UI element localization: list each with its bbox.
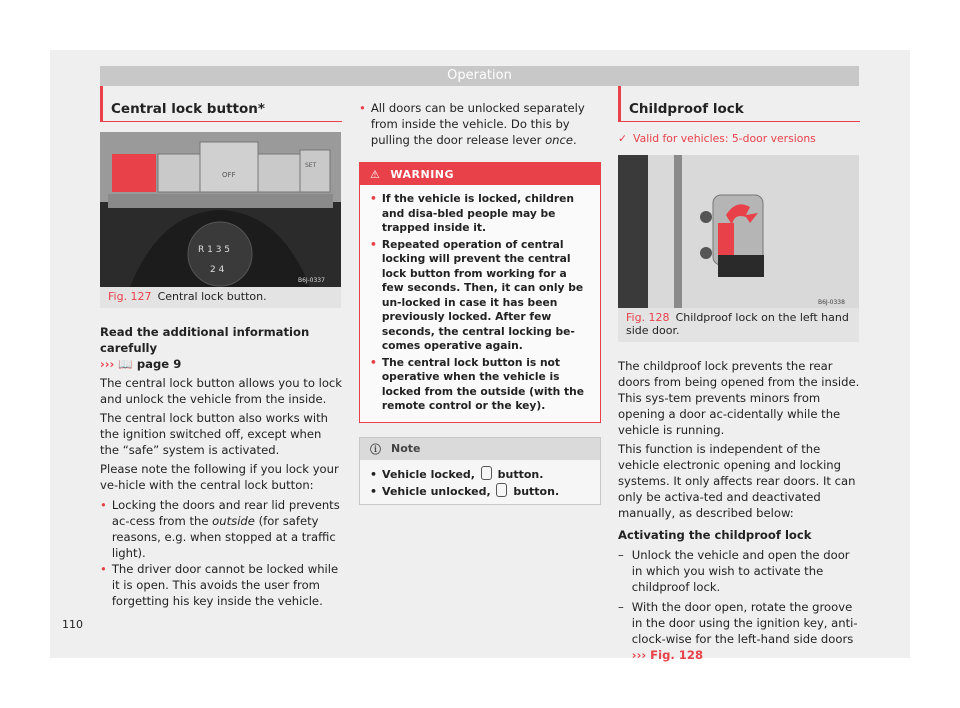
info-icon: ⓘ — [370, 442, 381, 456]
warning-item: • The central lock button is not operative when the vehicle is locked from the outside (with the remote control or the key). — [370, 355, 584, 412]
figure-caption — [618, 308, 859, 342]
note-item: • Vehicle locked, button. — [370, 467, 544, 481]
image-code: B6J-0337 — [298, 277, 325, 284]
paragraph: The central lock button allows you to lock and unlock the vehicle from the inside. — [100, 376, 343, 406]
step-item: – Unlock the vehicle and open the door in which you wish to activate the childproof lock. — [618, 548, 850, 594]
note-title: Note — [391, 442, 421, 455]
figure-number: Fig. 127 — [108, 290, 152, 303]
list-item: • Locking the doors and rear lid prevents ac-cess from the outside (for safety reasons, e.g. when stopped at a traffic light). — [100, 498, 340, 560]
warning-box — [359, 162, 601, 423]
list-item: • The driver door cannot be locked while it is open. This avoids the user from forgetting his key inside the vehicle. — [100, 562, 339, 608]
title-rule — [100, 121, 342, 122]
check-icon: ✓ — [618, 132, 628, 145]
step-item: – With the door open, rotate the groove in the door using the ignition key, anti-clock-wise for the left-hand side doors ››› Fig. 128 — [618, 600, 858, 662]
paragraph: The childproof lock prevents the rear doors from being opened from the inside. This sys-tem prevents minors from opening a door ac-cidentally while the vehicle is running. — [618, 359, 860, 437]
caption-text: Childproof lock on the left hand side door. — [626, 311, 849, 337]
caption-text: Central lock button. — [157, 290, 267, 303]
paragraph: The central lock button also works with the ignition switched off, except when the “safe” system is activated. — [100, 411, 328, 457]
warning-icon: ⚠ — [370, 167, 381, 181]
title-rule — [618, 121, 860, 122]
figure-128 — [618, 155, 859, 342]
validity-note: ✓ Valid for vehicles: 5-door versions — [618, 132, 816, 145]
console-set-label: SET — [305, 162, 317, 169]
read-more-ref[interactable]: ››› 📖 page 9 — [100, 357, 182, 371]
console-off-label: OFF — [222, 171, 236, 179]
figure-link[interactable]: ››› Fig. 128 — [631, 648, 704, 662]
central-lock-console-image — [100, 132, 341, 287]
section-title: Central lock button* — [100, 86, 342, 121]
note-header — [360, 438, 600, 460]
note-item: • Vehicle unlocked, button. — [370, 484, 560, 498]
column-middle — [359, 100, 601, 505]
image-code: B6J-0338 — [818, 299, 845, 306]
column-right — [618, 86, 860, 663]
gear-pattern-bottom: 2 4 — [210, 265, 225, 275]
paragraph: This function is independent of the vehicle electronic opening and locking systems. It only affects rear doors. It can only be activa-ted and deactivated manually, as described below: — [618, 442, 856, 520]
warning-item: • Repeated operation of central locking will prevent the central lock button from working for a few seconds. Then, it can only be un-locked in case it has been previously locked. After few seconds, the central locking be-comes operative again. — [370, 237, 584, 352]
warning-item: • If the vehicle is locked, children and disa-bled people may be trapped inside it. — [370, 192, 574, 234]
figure-127 — [100, 132, 341, 308]
page-number: 110 — [62, 618, 83, 631]
section-title: Childproof lock — [618, 86, 860, 121]
section-header: Operation — [100, 66, 859, 86]
warning-title: WARNING — [390, 167, 455, 181]
note-box — [359, 437, 601, 505]
figure-caption — [100, 287, 341, 308]
read-more-heading: Read the additional information carefully — [100, 325, 310, 355]
sub-heading: Activating the childproof lock — [618, 528, 812, 542]
warning-body — [360, 185, 600, 422]
childproof-lock-image — [618, 155, 859, 308]
warning-header — [360, 163, 600, 185]
column-left — [100, 86, 342, 609]
note-body — [360, 460, 600, 504]
paragraph: Please note the following if you lock your ve-hicle with the central lock button: — [100, 462, 339, 492]
unlock-key-icon — [496, 483, 507, 497]
figure-number: Fig. 128 — [626, 311, 670, 324]
list-item: • All doors can be unlocked separately from inside the vehicle. Do this by pulling the door release lever once. — [359, 101, 585, 147]
gear-pattern-top: R 1 3 5 — [198, 245, 231, 255]
lock-key-icon — [481, 466, 492, 480]
